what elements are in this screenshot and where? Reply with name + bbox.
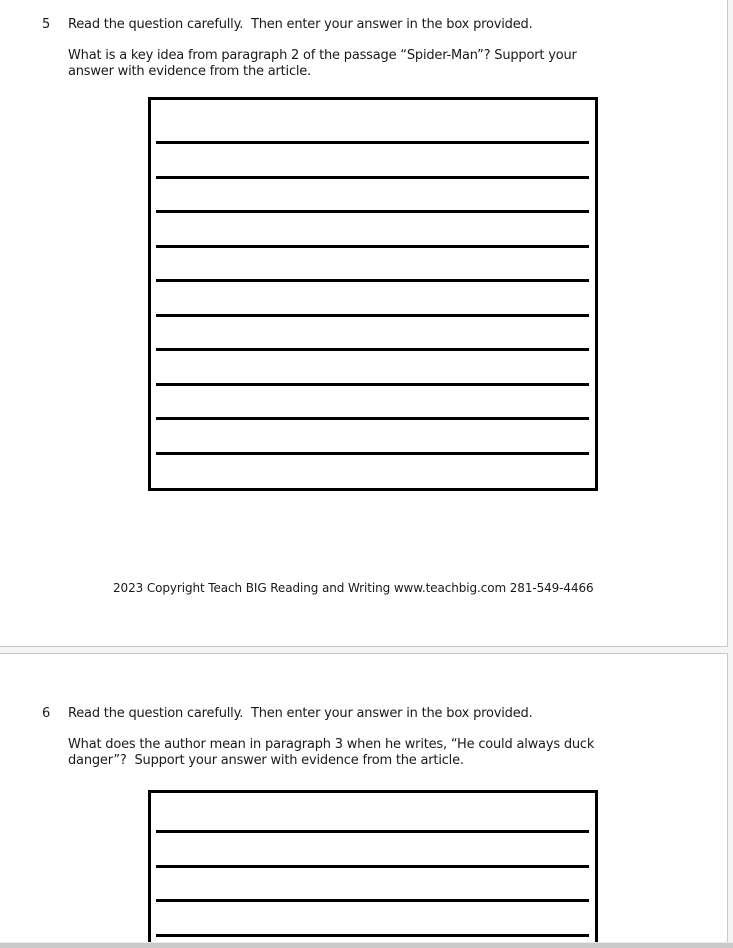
answer-rule-line xyxy=(156,314,589,317)
answer-rule-line xyxy=(156,348,589,351)
answer-rule-line xyxy=(156,279,589,282)
answer-rule-line xyxy=(156,830,589,833)
question-5-prompt-line2: answer with evidence from the article. xyxy=(68,64,312,79)
answer-rule-line xyxy=(156,383,589,386)
page-2 xyxy=(0,653,728,948)
question-5-instruction: Read the question carefully. Then enter your answer in the box provided. xyxy=(68,17,533,32)
answer-rule-line xyxy=(156,210,589,213)
answer-rule-line xyxy=(156,899,589,902)
question-6-prompt-line2: danger”? Support your answer with evidence from the article. xyxy=(68,753,464,768)
answer-box-question-6[interactable] xyxy=(148,790,598,948)
answer-rule-line xyxy=(156,865,589,868)
answer-rule-line xyxy=(156,141,589,144)
question-6-instruction: Read the question carefully. Then enter your answer in the box provided. xyxy=(68,706,533,721)
question-5-prompt-line1: What is a key idea from paragraph 2 of the passage “Spider-Man”? Support your xyxy=(68,48,577,63)
answer-box-question-5[interactable] xyxy=(148,97,598,491)
answer-rule-line xyxy=(156,934,589,937)
question-5-number: 5 xyxy=(42,17,51,32)
page-footer: 2023 Copyright Teach BIG Reading and Writing www.teachbig.com 281-549-4466 xyxy=(113,581,594,595)
answer-rule-line xyxy=(156,176,589,179)
question-6-number: 6 xyxy=(42,706,51,721)
answer-rule-line xyxy=(156,417,589,420)
answer-rule-line xyxy=(156,245,589,248)
horizontal-scrollbar[interactable] xyxy=(0,942,733,948)
answer-rule-line xyxy=(156,452,589,455)
question-6-prompt-line1: What does the author mean in paragraph 3 when he writes, “He could always duck xyxy=(68,737,595,752)
